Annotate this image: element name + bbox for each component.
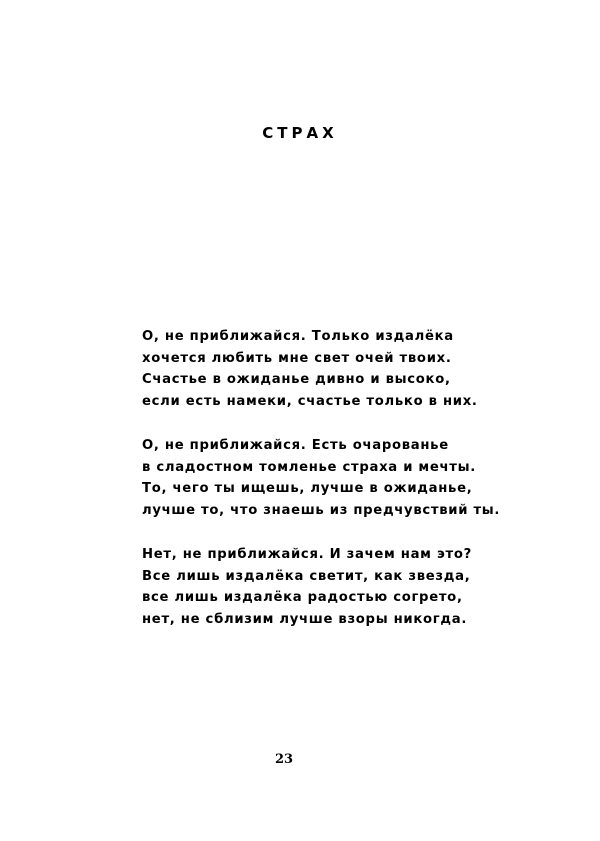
poem-line: если есть намеки, счастье только в них. <box>142 393 478 409</box>
poem-line: О, не приближайся. Есть очарованье <box>142 438 449 453</box>
poem-line: Все лишь издалёка светит, как звезда, <box>142 568 471 584</box>
poem-line: О, не приближайся. Только издалёка <box>142 329 454 344</box>
poem-line: Нет, не приближайся. И зачем нам это? <box>142 547 472 562</box>
poem-line: лучше то, что знаешь из предчувствий ты. <box>142 502 501 518</box>
poem-line: в сладостном томленье страха и мечты. <box>142 459 476 475</box>
poem-line: хочется любить мне свет очей твоих. <box>142 350 452 366</box>
page-number: 23 <box>274 752 294 767</box>
stanza-2 <box>142 435 562 521</box>
poem-body <box>142 326 562 653</box>
poem-line: все лишь издалёка радостью согрето, <box>142 590 463 605</box>
poem-line: Счастье в ожиданье дивно и высоко, <box>142 372 451 387</box>
stanza-1 <box>142 326 562 412</box>
poem-title: СТРАХ <box>262 124 338 142</box>
poem-line: То, чего ты ищешь, лучше в ожиданье, <box>142 481 473 496</box>
poem-line: нет, не сблизим лучше взоры никогда. <box>142 611 468 627</box>
stanza-3 <box>142 544 562 630</box>
